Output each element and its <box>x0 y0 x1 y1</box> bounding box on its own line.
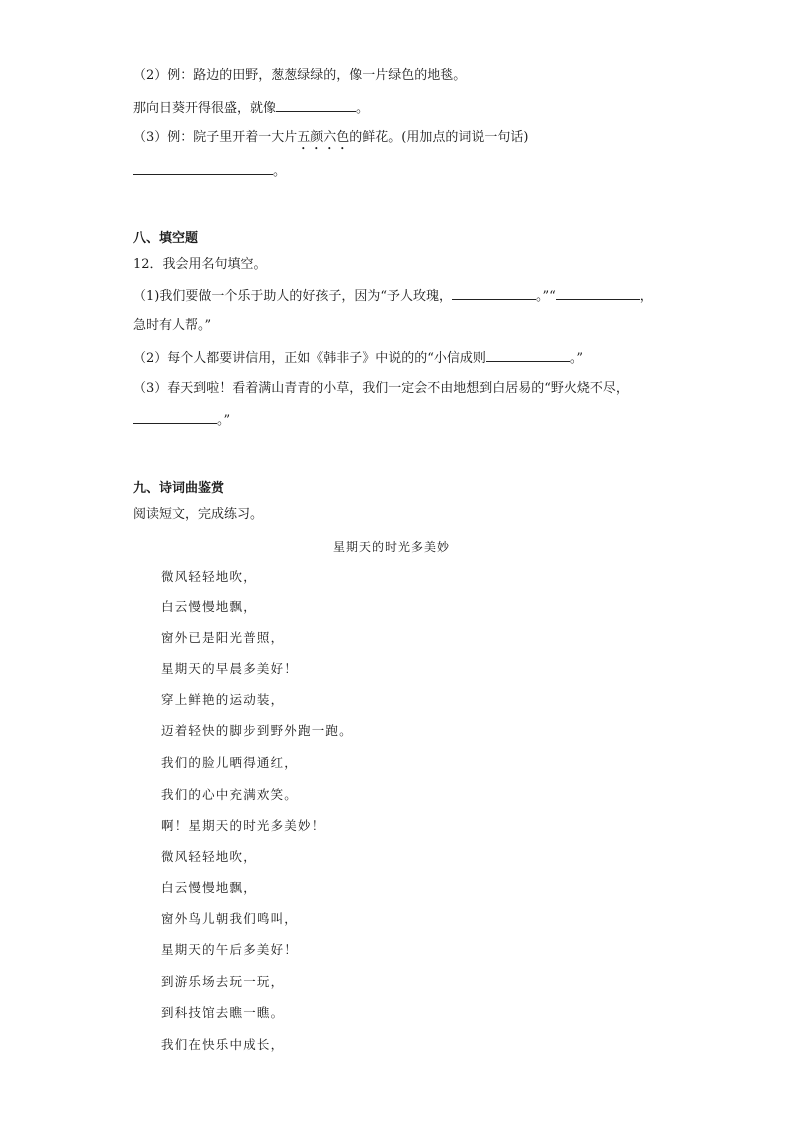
poem-line: 星期天的午后多美好！ <box>161 942 299 957</box>
question-12: 12．我会用名句填空。 <box>133 257 267 272</box>
answer-blank[interactable] <box>556 287 640 300</box>
item3-dotted-word: 五颜六色 <box>297 130 350 145</box>
item3-end: 。 <box>273 164 287 179</box>
item3-example <box>133 129 528 153</box>
poem-line: 到科技馆去瞧一瞧。 <box>161 1005 285 1020</box>
item2-prompt-text: 那向日葵开得很盛，就像 <box>133 101 277 116</box>
poem-line: 迈着轻快的脚步到野外跑一跑。 <box>161 723 353 738</box>
q2-part2: 。” <box>569 351 584 366</box>
item2-prompt <box>133 99 369 118</box>
q2-part1: （2）每个人都要讲信用，正如《韩非子》中说的的“小信成则 <box>133 351 486 366</box>
answer-blank[interactable] <box>486 349 570 362</box>
item2-end: 。 <box>356 101 370 116</box>
poem-line: 白云慢慢地飘， <box>161 599 257 614</box>
item3-suffix: 的鲜花。(用加点的词说一句话) <box>349 130 529 145</box>
poem-line: 啊！星期天的时光多美妙！ <box>161 818 326 833</box>
answer-blank[interactable] <box>276 99 356 112</box>
q3-line2 <box>133 411 230 430</box>
reading-instruction: 阅读短文，完成练习。 <box>133 507 264 522</box>
q1-part2: 。”“ <box>536 289 556 304</box>
answer-blank[interactable] <box>133 162 273 175</box>
q3-end: 。” <box>217 413 231 428</box>
poem-line: 穿上鲜艳的运动装， <box>161 692 285 707</box>
poem-title: 星期天的时光多美妙 <box>333 540 451 554</box>
q1-part3: ， <box>639 289 653 304</box>
poem-line: 微风轻轻地吹， <box>161 849 257 864</box>
poem-line: 到游乐场去玩一玩， <box>161 974 285 989</box>
q1-line2: 急时有人帮。” <box>133 318 212 333</box>
poem-line: 星期天的早晨多美好！ <box>161 661 299 676</box>
answer-blank[interactable] <box>133 411 217 424</box>
poem-line: 我们的心中充满欢笑。 <box>161 787 299 802</box>
poem-line: 窗外鸟儿朝我们鸣叫， <box>161 911 299 926</box>
poem-line: 我们的脸儿晒得通红， <box>161 755 299 770</box>
item3-prefix: （3）例：院子里开着一大片 <box>133 130 298 145</box>
poem-line: 白云慢慢地飘， <box>161 880 257 895</box>
q2-line <box>133 349 583 368</box>
q1-line1 <box>133 287 653 306</box>
q3-line1: （3）春天到啦！看着满山青青的小草，我们一定会不由地想到白居易的“野火烧不尽， <box>133 381 629 396</box>
answer-blank[interactable] <box>452 287 536 300</box>
poem-line: 我们在快乐中成长， <box>161 1037 285 1052</box>
section-heading-9: 九、诗词曲鉴赏 <box>133 481 225 496</box>
poem-line: 窗外已是阳光普照， <box>161 630 285 645</box>
item2-example: （2）例：路边的田野，葱葱绿绿的，像一片绿色的地毯。 <box>133 68 467 83</box>
poem-line: 微风轻轻地吹， <box>161 569 257 584</box>
section-heading-8: 八、填空题 <box>133 231 199 246</box>
q1-part1: （1)我们要做一个乐于助人的好孩子，因为“予人玫瑰， <box>133 289 452 304</box>
item3-answer <box>133 162 286 181</box>
